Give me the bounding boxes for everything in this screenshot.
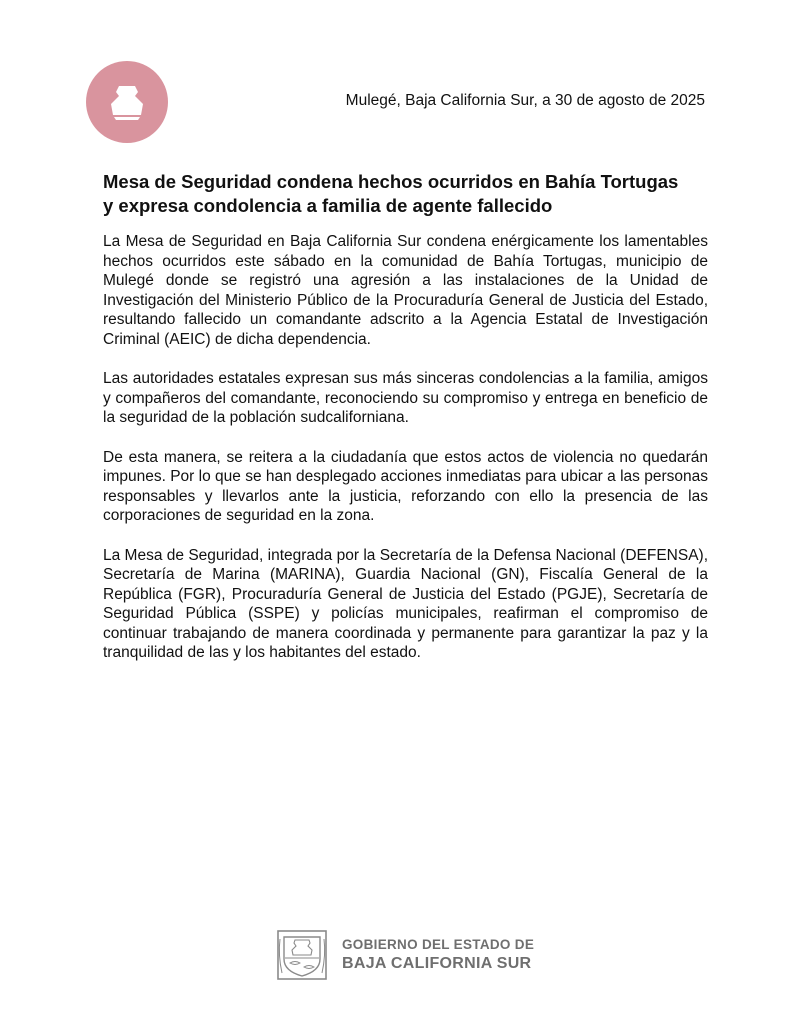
paragraph-3: De esta manera, se reitera a la ciudadanía que estos actos de violencia no quedarán impunes. Por lo que se han desplegado acciones inmediatas para ubicar a las personas responsables y llevarlos ante la justicia, reforzando con ello la presencia de las corporaciones de seguridad en la zona. bbox=[103, 448, 708, 524]
government-name-line-2: BAJA CALIFORNIA SUR bbox=[342, 955, 532, 972]
document-body bbox=[103, 232, 708, 683]
title-line-2: y expresa condolencia a familia de agente fallecido bbox=[103, 195, 553, 216]
dateline: Mulegé, Baja California Sur, a 30 de agosto de 2025 bbox=[345, 92, 705, 109]
logo-badge bbox=[86, 61, 168, 143]
paragraph-1: La Mesa de Seguridad en Baja California Sur condena enérgicamente los lamentables hechos ocurridos este sábado en la comunidad de Bahía Tortugas, municipio de Mulegé donde se registró una agresión a las instalaciones de la Unidad de Investigación del Ministerio Público de la Procuraduría General de Justicia del Estado, resultando fallecido un comandante adscrito a la Agencia Estatal de Investigación Criminal (AEIC) de dicha dependencia. bbox=[103, 233, 708, 348]
shell-logo-icon bbox=[105, 82, 149, 122]
government-name-line-1: GOBIERNO DEL ESTADO DE bbox=[342, 937, 535, 952]
government-name bbox=[342, 936, 534, 974]
title-line-1: Mesa de Seguridad condena hechos ocurridos en Bahía Tortugas bbox=[103, 171, 679, 192]
paragraph-4: La Mesa de Seguridad, integrada por la Secretaría de la Defensa Nacional (DEFENSA), Secretaría de Marina (MARINA), Guardia Nacional (GN), Fiscalía General de la República (FGR), Procuraduría General de Justicia del Estado (PGJE), Secretaría de Seguridad Pública (SSPE) y policías municipales, reafirman el compromiso de continuar trabajando de manera coordinada y permanente para garantizar la paz y la tranquilidad de las y los habitantes del estado. bbox=[103, 546, 708, 661]
government-footer bbox=[276, 929, 534, 981]
state-seal-icon bbox=[276, 929, 328, 981]
document-title bbox=[103, 170, 708, 218]
paragraph-2: Las autoridades estatales expresan sus más sinceras condolencias a la familia, amigos y compañeros del comandante, reconociendo su compromiso y entrega en beneficio de la seguridad de la población sudcaliforniana. bbox=[103, 370, 708, 426]
